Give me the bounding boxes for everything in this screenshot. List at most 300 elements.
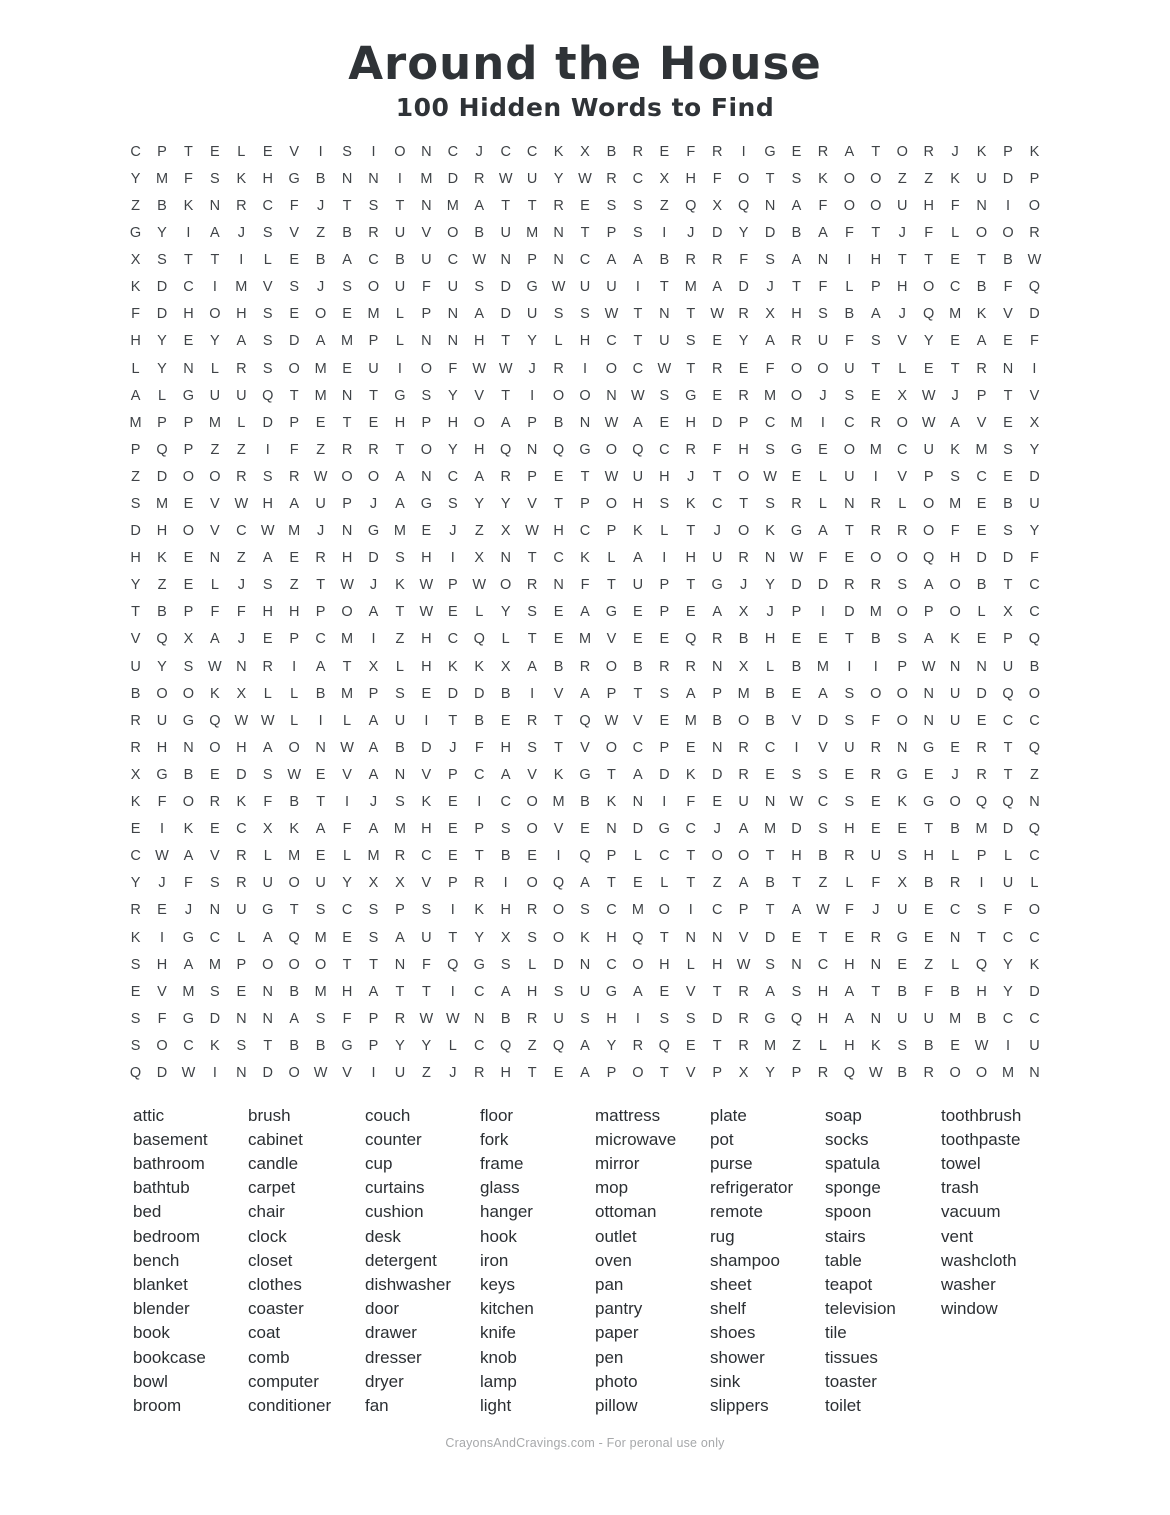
- grid-letter: T: [342, 658, 352, 675]
- grid-letter: K: [580, 929, 590, 946]
- grid-letter: C: [209, 929, 221, 946]
- grid-letter: O: [605, 658, 618, 675]
- grid-letter: S: [553, 306, 564, 323]
- grid-letter: F: [1030, 333, 1039, 350]
- grid-letter: K: [950, 170, 960, 187]
- grid-letter: Y: [157, 658, 167, 675]
- grid-letter: H: [156, 523, 168, 540]
- grid-letter: G: [790, 523, 803, 540]
- grid-letter: X: [1029, 414, 1040, 431]
- grid-letter: S: [765, 252, 775, 269]
- grid-letter: U: [738, 794, 749, 811]
- grid-letter: H: [421, 821, 432, 838]
- grid-letter: Q: [632, 929, 644, 946]
- grid-letter: P: [923, 468, 934, 485]
- grid-letter: X: [183, 631, 194, 648]
- grid-letter: K: [897, 794, 908, 811]
- grid-letter: N: [949, 658, 961, 675]
- grid-letter: A: [923, 631, 934, 648]
- grid-letter: E: [870, 387, 881, 404]
- grid-letter: O: [949, 794, 961, 811]
- grid-letter: E: [527, 848, 537, 865]
- grid-letter: D: [288, 333, 300, 350]
- grid-letter: K: [606, 794, 617, 811]
- grid-letter: G: [526, 279, 538, 296]
- grid-letter: R: [791, 496, 802, 513]
- grid-letter: S: [262, 468, 273, 485]
- grid-letter: Z: [818, 875, 828, 892]
- grid-letter: P: [606, 685, 617, 702]
- grid-letter: D: [711, 1010, 723, 1027]
- grid-letter: W: [181, 1064, 196, 1081]
- grid-letter: O: [896, 604, 908, 621]
- grid-letter: S: [395, 794, 405, 811]
- word-list-item: bookcase: [133, 1347, 206, 1367]
- grid-letter: E: [315, 766, 326, 783]
- word-list-item: hanger: [480, 1202, 533, 1222]
- grid-letter: B: [500, 848, 511, 865]
- grid-letter: J: [713, 523, 721, 540]
- grid-letter: O: [790, 360, 803, 377]
- grid-letter: N: [659, 306, 670, 323]
- grid-letter: O: [843, 441, 856, 458]
- grid-letter: R: [711, 143, 723, 160]
- grid-letter: L: [210, 360, 219, 377]
- grid-letter: P: [447, 577, 458, 594]
- grid-letter: N: [711, 739, 723, 756]
- grid-letter: S: [659, 1010, 670, 1027]
- grid-letter: M: [341, 685, 354, 702]
- grid-letter: L: [157, 387, 167, 404]
- grid-letter: P: [447, 875, 458, 892]
- grid-letter: K: [1029, 143, 1040, 160]
- grid-letter: E: [923, 929, 934, 946]
- grid-letter: W: [419, 577, 434, 594]
- grid-letter: B: [315, 252, 326, 269]
- grid-letter: W: [498, 170, 513, 187]
- grid-letter: U: [394, 712, 406, 729]
- grid-letter: T: [527, 550, 537, 567]
- grid-letter: S: [395, 550, 405, 567]
- grid-letter: W: [234, 496, 249, 513]
- grid-letter: S: [368, 929, 379, 946]
- grid-letter: O: [394, 143, 406, 160]
- word-list-column: [595, 1104, 710, 1419]
- grid-letter: G: [341, 1037, 353, 1054]
- grid-letter: N: [526, 441, 538, 458]
- word-list-item: trash: [941, 1178, 979, 1198]
- grid-letter: V: [633, 712, 643, 729]
- grid-letter: U: [262, 875, 273, 892]
- grid-letter: K: [447, 658, 458, 675]
- grid-letter: T: [448, 929, 458, 946]
- grid-letter: E: [315, 414, 326, 431]
- grid-letter: S: [685, 333, 696, 350]
- grid-letter: A: [685, 685, 696, 702]
- grid-letter: E: [210, 143, 220, 160]
- grid-letter: A: [633, 550, 643, 567]
- grid-letter: H: [421, 631, 432, 648]
- grid-letter: F: [844, 333, 854, 350]
- grid-letter: E: [923, 360, 934, 377]
- grid-letter: R: [288, 468, 300, 485]
- grid-letter: R: [236, 848, 247, 865]
- grid-letter: X: [500, 929, 511, 946]
- grid-letter: B: [1029, 658, 1040, 675]
- grid-letter: Q: [579, 848, 591, 865]
- grid-letter: F: [289, 197, 299, 214]
- grid-letter: B: [791, 225, 802, 242]
- grid-letter: F: [924, 225, 934, 242]
- grid-letter: E: [633, 631, 643, 648]
- grid-letter: R: [262, 658, 273, 675]
- grid-letter: O: [552, 929, 565, 946]
- grid-letter: S: [791, 983, 802, 1000]
- word-list-item: carpet: [248, 1178, 296, 1198]
- grid-letter: L: [633, 848, 642, 865]
- grid-letter: A: [712, 279, 723, 296]
- grid-letter: X: [712, 197, 723, 214]
- grid-letter: S: [368, 197, 379, 214]
- grid-letter: S: [210, 170, 220, 187]
- grid-letter: V: [210, 496, 220, 513]
- grid-letter: U: [394, 1064, 406, 1081]
- grid-letter: T: [924, 252, 934, 269]
- grid-letter: X: [236, 685, 247, 702]
- grid-letter: T: [316, 577, 326, 594]
- grid-letter: J: [449, 739, 457, 756]
- grid-letter: N: [421, 143, 432, 160]
- grid-letter: F: [950, 523, 960, 540]
- word-list-item: shoes: [710, 1323, 756, 1343]
- grid-letter: S: [765, 441, 775, 458]
- grid-letter: W: [287, 766, 302, 783]
- grid-letter: M: [314, 387, 327, 404]
- grid-letter: C: [579, 252, 591, 269]
- grid-letter: U: [659, 333, 670, 350]
- grid-letter: O: [632, 1064, 644, 1081]
- grid-letter: L: [237, 929, 246, 946]
- grid-letter: P: [315, 604, 326, 621]
- grid-letter: R: [738, 387, 749, 404]
- grid-letter: W: [260, 523, 275, 540]
- grid-letter: F: [950, 197, 960, 214]
- grid-letter: Q: [288, 929, 300, 946]
- grid-letter: H: [844, 1037, 855, 1054]
- grid-letter: R: [236, 197, 247, 214]
- grid-letter: J: [158, 875, 166, 892]
- grid-letter: S: [580, 1010, 590, 1027]
- grid-letter: X: [474, 550, 485, 567]
- word-list-column: [365, 1104, 480, 1419]
- grid-letter: A: [395, 929, 405, 946]
- grid-letter: W: [208, 658, 222, 675]
- grid-letter: R: [844, 577, 855, 594]
- grid-letter: P: [421, 414, 432, 431]
- grid-letter: S: [262, 306, 273, 323]
- grid-letter: W: [868, 1064, 883, 1081]
- grid-letter: X: [897, 875, 908, 892]
- grid-letter: G: [896, 766, 908, 783]
- grid-letter: G: [658, 821, 670, 838]
- grid-letter: S: [844, 712, 855, 729]
- grid-letter: P: [738, 414, 749, 431]
- grid-letter: R: [870, 929, 882, 946]
- grid-letter: N: [606, 821, 617, 838]
- grid-letter: I: [979, 875, 984, 892]
- grid-letter: T: [633, 333, 643, 350]
- grid-letter: R: [606, 170, 617, 187]
- grid-letter: D: [156, 306, 168, 323]
- word-list-item: conditioner: [248, 1395, 332, 1415]
- grid-letter: S: [897, 631, 908, 648]
- word-list-item: pot: [710, 1129, 734, 1149]
- grid-letter: A: [500, 983, 511, 1000]
- grid-letter: F: [236, 604, 246, 621]
- grid-letter: P: [474, 821, 485, 838]
- word-list-item: dresser: [365, 1347, 422, 1367]
- grid-letter: A: [606, 252, 617, 269]
- grid-letter: C: [500, 794, 511, 811]
- grid-letter: O: [182, 523, 195, 540]
- grid-letter: R: [659, 658, 670, 675]
- grid-letter: T: [686, 875, 696, 892]
- grid-letter: I: [212, 1064, 217, 1081]
- grid-letter: C: [764, 739, 776, 756]
- grid-letter: H: [685, 550, 696, 567]
- grid-letter: F: [1030, 550, 1039, 567]
- grid-letter: C: [606, 333, 617, 350]
- grid-letter: X: [500, 523, 511, 540]
- grid-letter: T: [421, 983, 431, 1000]
- grid-letter: W: [260, 712, 275, 729]
- word-list-item: computer: [248, 1371, 319, 1391]
- grid-letter: M: [367, 848, 380, 865]
- grid-letter: Q: [1028, 631, 1041, 648]
- grid-letter: Z: [792, 1037, 801, 1054]
- grid-letter: R: [870, 496, 882, 513]
- grid-letter: V: [342, 766, 352, 783]
- word-list-item: microwave: [595, 1129, 677, 1149]
- grid-letter: L: [501, 631, 510, 648]
- word-list-column: [480, 1104, 595, 1419]
- word-list-column: [941, 1104, 1051, 1419]
- grid-letter: U: [606, 279, 617, 296]
- grid-letter: W: [631, 387, 645, 404]
- grid-letter: B: [923, 875, 934, 892]
- grid-letter: Q: [1028, 821, 1041, 838]
- grid-letter: T: [527, 197, 537, 214]
- grid-letter: L: [263, 252, 272, 269]
- grid-letter: O: [288, 739, 300, 756]
- grid-letter: I: [239, 252, 244, 269]
- grid-letter: N: [1029, 1064, 1040, 1081]
- grid-letter: T: [897, 252, 907, 269]
- grid-letter: B: [897, 1064, 908, 1081]
- grid-letter: A: [395, 496, 405, 513]
- grid-letter: U: [897, 197, 908, 214]
- word-list-item: attic: [133, 1105, 165, 1125]
- grid-letter: R: [738, 739, 749, 756]
- grid-letter: W: [763, 468, 777, 485]
- grid-letter: U: [844, 739, 855, 756]
- grid-letter: O: [843, 197, 856, 214]
- grid-letter: I: [688, 902, 693, 919]
- grid-letter: B: [130, 685, 141, 702]
- grid-letter: Y: [923, 333, 934, 350]
- grid-letter: H: [156, 956, 168, 973]
- grid-letter: K: [685, 766, 696, 783]
- grid-letter: U: [817, 333, 829, 350]
- grid-letter: W: [604, 414, 619, 431]
- grid-letter: O: [314, 956, 327, 973]
- word-list-item: bed: [133, 1202, 162, 1222]
- grid-letter: U: [870, 848, 882, 865]
- grid-letter: T: [739, 496, 749, 513]
- grid-letter: F: [818, 550, 828, 567]
- grid-letter: J: [475, 143, 483, 160]
- grid-letter: T: [501, 333, 511, 350]
- grid-letter: T: [686, 306, 696, 323]
- grid-letter: S: [976, 902, 987, 919]
- word-list-item: photo: [595, 1371, 638, 1391]
- grid-letter: W: [313, 468, 328, 485]
- grid-letter: O: [288, 360, 300, 377]
- grid-letter: O: [632, 956, 644, 973]
- grid-letter: C: [183, 279, 194, 296]
- grid-letter: O: [1028, 902, 1041, 919]
- grid-letter: M: [208, 956, 221, 973]
- grid-letter: U: [130, 658, 141, 675]
- grid-letter: S: [659, 685, 670, 702]
- grid-letter: L: [845, 875, 854, 892]
- grid-letter: E: [262, 143, 273, 160]
- word-list-item: sink: [710, 1371, 741, 1391]
- grid-letter: H: [421, 550, 432, 567]
- grid-letter: Y: [738, 333, 749, 350]
- grid-letter: N: [632, 794, 644, 811]
- grid-letter: A: [130, 387, 141, 404]
- grid-letter: R: [236, 360, 247, 377]
- grid-letter: Q: [658, 1037, 670, 1054]
- grid-letter: G: [605, 604, 618, 621]
- grid-letter: X: [897, 387, 908, 404]
- grid-letter: Q: [923, 306, 935, 323]
- grid-letter: G: [367, 523, 380, 540]
- grid-letter: L: [898, 496, 907, 513]
- grid-letter: D: [368, 550, 379, 567]
- grid-letter: K: [236, 794, 247, 811]
- grid-letter: M: [764, 1037, 777, 1054]
- grid-letter: U: [526, 170, 538, 187]
- grid-letter: N: [236, 1010, 247, 1027]
- word-list-item: ottoman: [595, 1202, 657, 1222]
- grid-letter: N: [209, 197, 221, 214]
- grid-letter: F: [184, 170, 193, 187]
- grid-letter: R: [738, 550, 749, 567]
- grid-letter: E: [157, 902, 167, 919]
- grid-letter: T: [1003, 577, 1013, 594]
- grid-letter: D: [500, 279, 511, 296]
- grid-letter: C: [130, 143, 141, 160]
- grid-letter: O: [949, 577, 961, 594]
- grid-letter: L: [951, 848, 960, 865]
- grid-letter: O: [737, 523, 750, 540]
- grid-letter: S: [500, 956, 511, 973]
- grid-letter: H: [949, 550, 961, 567]
- grid-letter: S: [130, 1037, 141, 1054]
- grid-letter: H: [500, 1064, 511, 1081]
- grid-letter: X: [659, 170, 670, 187]
- grid-letter: W: [551, 279, 566, 296]
- grid-letter: H: [606, 1010, 617, 1027]
- grid-letter: V: [342, 1064, 352, 1081]
- grid-letter: E: [818, 631, 828, 648]
- grid-letter: T: [844, 631, 854, 648]
- grid-letter: I: [397, 170, 402, 187]
- grid-letter: C: [976, 468, 987, 485]
- grid-letter: S: [421, 902, 432, 919]
- grid-letter: I: [450, 983, 455, 1000]
- grid-letter: Y: [447, 387, 458, 404]
- grid-letter: K: [236, 170, 247, 187]
- grid-letter: E: [870, 794, 881, 811]
- grid-letter: R: [923, 143, 934, 160]
- grid-letter: Y: [342, 875, 352, 892]
- grid-letter: U: [844, 468, 855, 485]
- grid-letter: W: [604, 712, 619, 729]
- grid-letter: F: [448, 360, 458, 377]
- grid-letter: S: [183, 658, 194, 675]
- grid-letter: G: [156, 766, 168, 783]
- grid-letter: A: [527, 658, 537, 675]
- grid-letter: L: [951, 225, 960, 242]
- grid-letter: B: [553, 658, 564, 675]
- grid-letter: U: [1029, 1037, 1040, 1054]
- grid-letter: Q: [552, 1037, 565, 1054]
- grid-letter: J: [687, 225, 695, 242]
- grid-letter: X: [368, 875, 379, 892]
- grid-letter: T: [686, 577, 696, 594]
- grid-letter: T: [210, 252, 220, 269]
- grid-letter: S: [580, 902, 590, 919]
- grid-letter: H: [685, 170, 696, 187]
- grid-letter: E: [659, 712, 670, 729]
- grid-letter: S: [844, 685, 855, 702]
- grid-letter: M: [737, 685, 750, 702]
- grid-letter: L: [395, 333, 404, 350]
- grid-letter: M: [341, 631, 354, 648]
- grid-letter: G: [711, 577, 723, 594]
- grid-letter: B: [315, 170, 326, 187]
- grid-letter: S: [580, 306, 590, 323]
- word-list-item: basement: [133, 1129, 208, 1149]
- grid-letter: L: [263, 685, 272, 702]
- grid-letter: W: [921, 387, 936, 404]
- grid-letter: F: [184, 875, 193, 892]
- grid-letter: S: [342, 143, 352, 160]
- grid-letter: W: [234, 712, 249, 729]
- grid-letter: D: [262, 1064, 273, 1081]
- grid-letter: Q: [843, 1064, 856, 1081]
- grid-letter: A: [765, 333, 775, 350]
- grid-letter: O: [896, 685, 908, 702]
- grid-letter: M: [208, 414, 221, 431]
- grid-letter: A: [818, 523, 828, 540]
- grid-letter: P: [527, 468, 537, 485]
- grid-letter: F: [157, 794, 167, 811]
- grid-letter: A: [791, 197, 802, 214]
